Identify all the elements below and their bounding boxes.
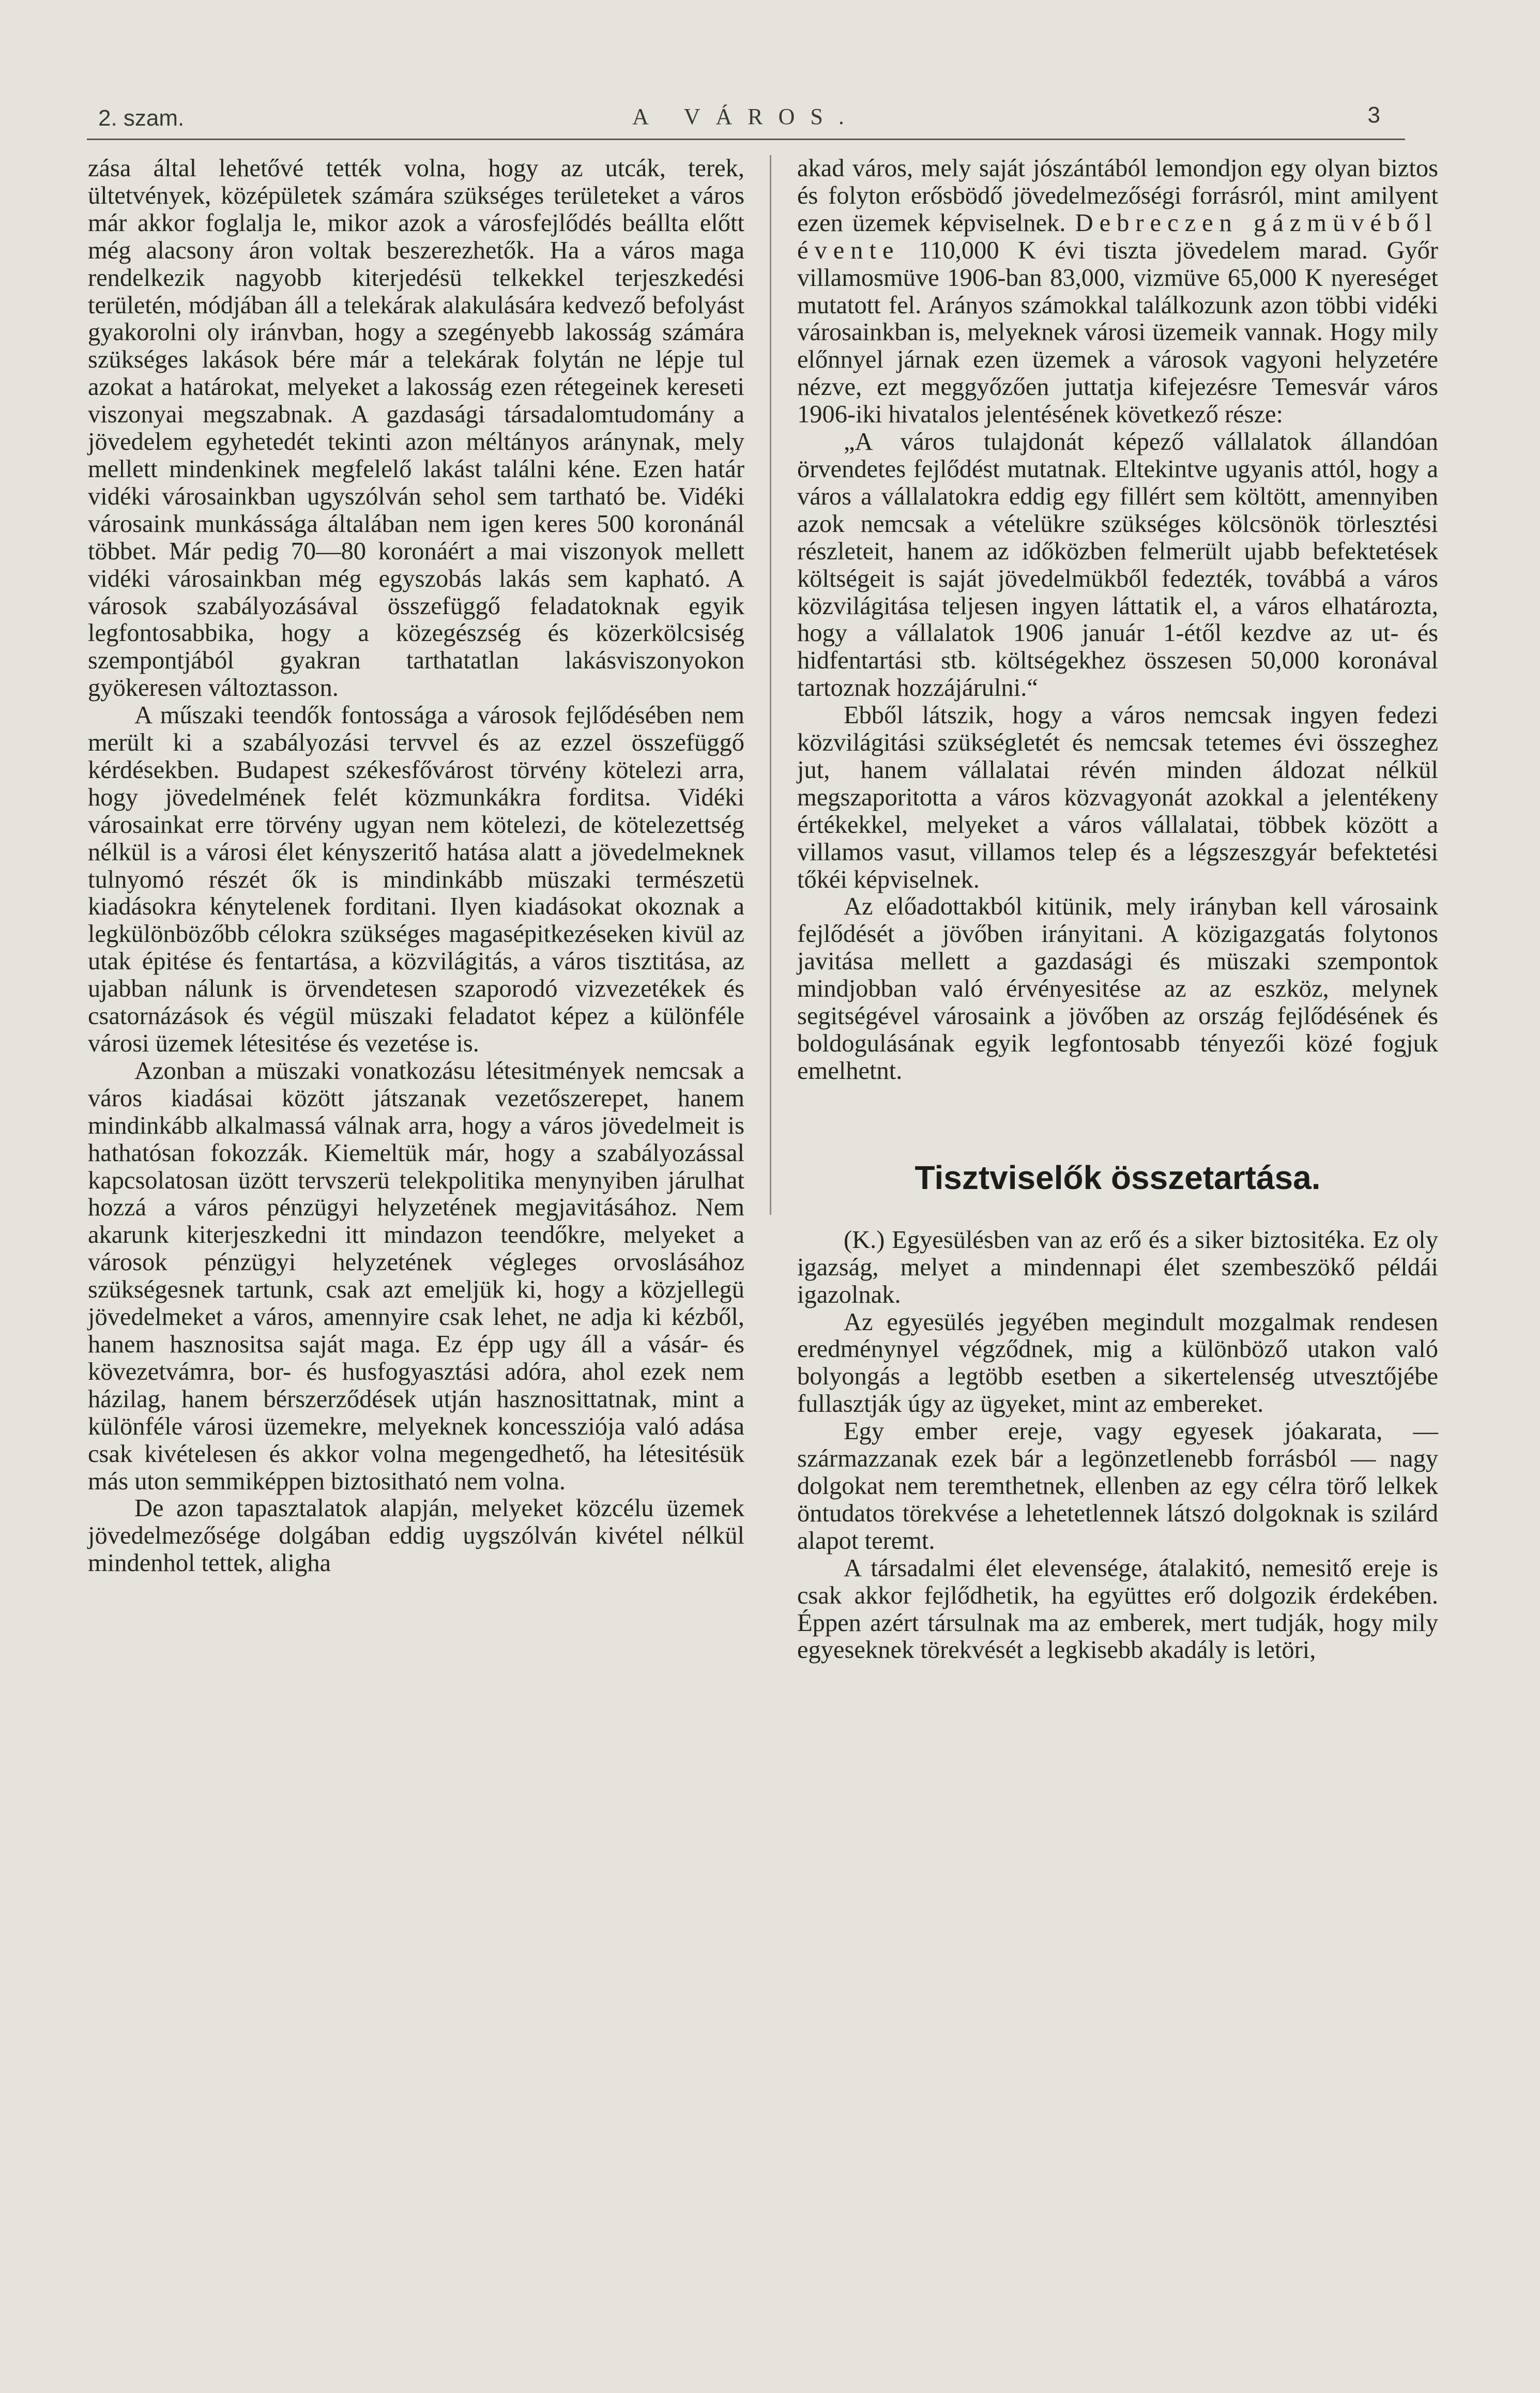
paragraph: zása által lehetővé tették volna, hogy az utcák, terek, ültetvények, középületek számára szükséges területeket a város már akkor foglalja le, mikor azok a városfejlődés beállta előtt még alacsony áron voltak beszerezhetők. Ha a város maga rendelkezik nagyobb kiterjedésü telkekkel terjeszkedési területén, módjában áll a telekárak alakulására kedvező befolyást gyakorolni oly iránvban, hogy a szegényebb lakosság számára szükséges lakások bére már a telekárak folytán ne lépje tul azokat a határokat, melyeket a lakosság ezen rétegeinek kereseti viszonyai megszabnak. A gazdasági társadalomtudomány a jövedelem egyhetedét tekinti azon méltányos aránynak, mely mellett mindenkinek megfelelő lakást találni kéne. Ezen határ vidéki városainkban ugyszólván sehol sem tartható be. Vidéki városaink munkássága általában nem igen keres 500 koronánál többet. Már pedig 70—80 koronáért a mai viszonyok mellett vidéki városainkban még egyszobás lakás sem kapható. A városok szabályozásával összefüggő feladatoknak egyik legfontosabbika, hogy a közegészség és közerkölcsiség szempontjából gyakran tarthatatlan lakásviszonyokon gyökeresen változtasson. <box>88 155 744 702</box>
emphasized-text: Debreczen gázmüvéből évente <box>797 209 1438 264</box>
left-column <box>88 155 744 1577</box>
paragraph: A műszaki teendők fontossága a városok fejlődésében nem merült ki a szabályozási tervvel és az ezzel összefüggő kérdésekben. Budapest székesfővárost törvény kötelezi arra, hogy jövedelmének felét közmunkákra forditsa. Vidéki városainkat erre törvény ugyan nem kötelezi, de kötelezettség nélkül is a városi élet kényszeritő hatása alatt a jövedelmeknek tulnyomó részét ők is mindinkább müszaki természetü kiadásokra kénytelenek forditani. Ilyen kiadásokat okoznak a legkülönbözőbb célokra szükséges magasépitkezéseken kivül az utak épitése és fentartása, a közvilágitás, a város tisztitása, az ujabban nálunk is örvendetesen szaporodó vizvezetékek és csatornázások és végül müszaki feladatot képez a különféle városi üzemek létesitése és vezetése is. <box>88 702 744 1057</box>
paragraph: Ebből látszik, hogy a város nemcsak ingyen fedezi közvilágitási szükségletét és nemcsak tetemes évi összeghez jut, hanem vállalatai révén minden áldozat nélkül megszaporitotta a város közvagyonát azokkal a jelentékeny értékekkel, melyeket a város vállalatai, többek között a villamos vasut, villamos telep és a légszeszgyár befektetési tőkéi képviselnek. <box>797 702 1438 893</box>
journal-title: A VÁROS. <box>632 104 860 129</box>
paragraph: (K.) Egyesülésben van az erő és a siker biztositéka. Ez oly igazság, melyet a mindennapi élet szembeszökő példái igazolnak. <box>797 1226 1438 1308</box>
column-divider <box>770 155 771 1215</box>
paragraph: De azon tapasztalatok alapján, melyeket közcélu üzemek jövedelmezősége dolgában eddig uygszólván kivétel nélkül mindenhol tettek, aligha <box>88 1495 744 1577</box>
paragraph: Azonban a müszaki vonatkozásu létesitmények nemcsak a város kiadásai között játszanak vezetőszerepet, hanem mindinkább alkalmassá válnak arra, hogy a város jövedelmeit is hathatósan fokozzák. Kiemeltük már, hogy a szabályozással kapcsolatosan üzött tervszerü telekpolitika menynyiben járulhat hozzá a város pénzügyi helyzetének megjavitásához. Nem akarunk kiterjeszkedni itt mindazon teendőkre, melyeket a városok pénzügyi helyzetének végleges orvoslásához szükségesnek tartunk, csak azt emeljük ki, hogy a közjellegü jövedelmeket a város, amennyire csak lehet, ne adja ki kézből, hanem hasznositsa saját maga. Ez épp ugy áll a vásár- és kövezetvámra, bor- és husfogyasztási adóra, ahol ezek nem házilag, hanem bérszerződések utján hasznosittatnak, mint a különféle városi üzemekre, melyeknek koncessziója való adása csak kivételesen és akkor volna megengedhető, ha létesitésük más uton semmiképpen biztositható nem volna. <box>88 1057 744 1495</box>
right-column <box>797 155 1438 1664</box>
paragraph-text: akad város, mely saját jószántából lemondjon egy olyan biztos és folyton erősbödő jövedelmezőségi forrásról, mint amilyent ezen üzemek képviselnek. <box>797 155 1438 237</box>
issue-number: 2. szam. <box>98 105 185 131</box>
page-number: 3 <box>1367 102 1380 128</box>
paragraph: Az egyesülés jegyében megindult mozgalmak rendesen eredménynyel végződnek, mig a különböző utakon való bolyongás a legtöbb esetben a sikertelenség utvesztőjébe fullasztják úgy az ügyeket, mint az embereket. <box>797 1308 1438 1418</box>
quotation: „A város tulajdonát képező vállalatok állandóan örvendetes fejlődést mutatnak. Eltekintve ugyanis attól, hogy a város a vállalatokra eddig egy fillért sem költött, amennyiben azok nemcsak a vételükre szükséges kölcsönök törlesztési részleteit, hanem az időközben felmerült ujabb befektetések költségeit is saját jövedelmükből fedezték, továbbá a város közvilágitása teljesen ingyen láttatik el, a város elhatározta, hogy a vállalatok 1906 január 1-étől kezdve az ut- és hidfentartási stb. költségekhez összesen 50,000 koronával tartoznak hozzájárulni.“ <box>797 428 1438 702</box>
paragraph <box>797 155 1438 429</box>
page-header <box>87 92 1405 140</box>
paragraph: Egy ember ereje, vagy egyesek jóakarata, — származzanak ezek bár a legönzetlenebb forrásból — nagy dolgokat nem teremthetnek, ellenben az egy célra törő lelkek öntudatos törekvése a lehetetlennek látszó dolgoknak is szilárd alapot teremt. <box>797 1417 1438 1554</box>
paragraph: A társadalmi élet elevensége, átalakitó, nemesitő ereje is csak akkor fejlődhetik, ha együttes erő dolgozik érdekében. Éppen azért társulnak ma az emberek, mert tudják, hogy mily egyeseknek törekvését a legkisebb akadály is letöri, <box>797 1554 1438 1664</box>
paragraph: Az előadottakból kitünik, mely irányban kell városaink fejlődését a jövőben irányitani. A közigazgatás folytonos javitása mellett a gazdasági és müszaki szempontok mindjobban való érvényesitése az az eszköz, melynek segitségével városaink a jövőben az ország fejlődésének és boldogulásának egyik legfontosabb tényezői közé fogjuk emelhetnt. <box>797 893 1438 1085</box>
article-heading: Tisztviselők összetartása. <box>914 1159 1321 1196</box>
paragraph-text: 110,000 K évi tiszta jövedelem marad. Győr villamosmüve 1906-ban 83,000, vizmüve 65,000 K nyereséget mutatott fel. Arányos számokkal találkozunk azon többi vidéki városainkban is, melyeknek városi üzemeik vannak. Hogy mily előnnyel járnak ezen üzemek a városok vagyoni helyzetére nézve, ezt meggyőzően juttatja kifejezésre Temesvár város 1906-iki hivatalos jelentésének következő része: <box>797 236 1438 429</box>
